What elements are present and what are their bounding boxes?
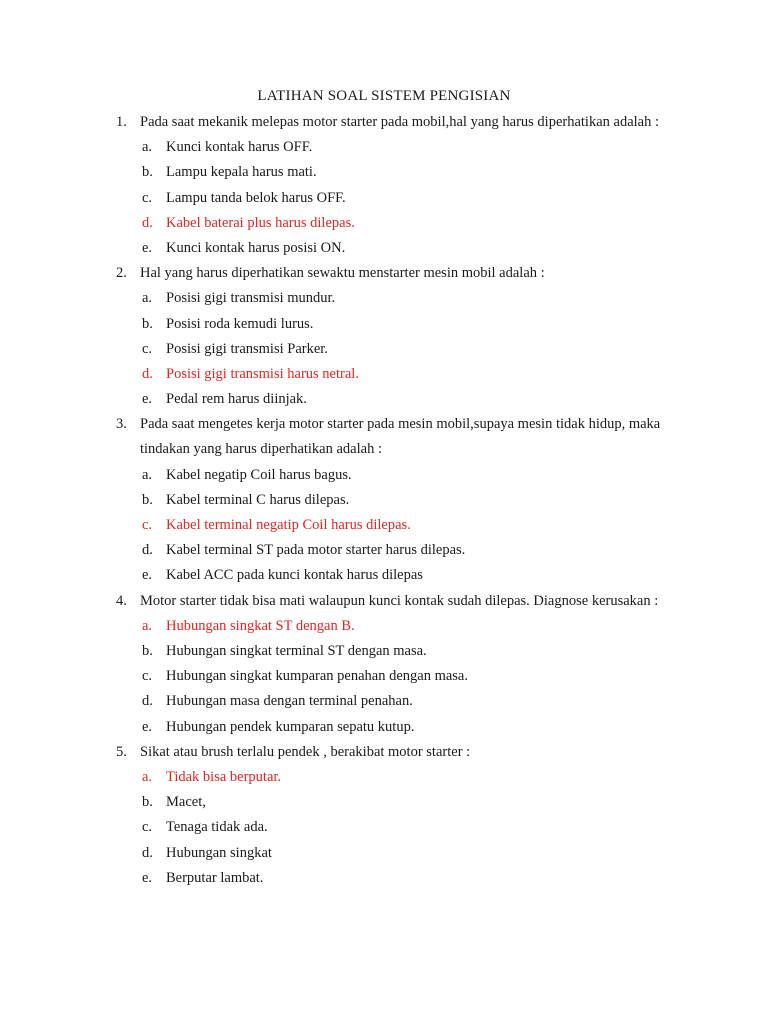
option-text: Hubungan pendek kumparan sepatu kutup. <box>166 718 415 735</box>
option-letter: e. <box>142 567 153 584</box>
question-number: 2. <box>116 265 127 282</box>
question-4 <box>0 589 768 740</box>
option-letter: b. <box>142 315 153 332</box>
option-letter: e. <box>142 869 153 886</box>
question-5-option-d <box>0 841 768 866</box>
question-3 <box>0 412 768 588</box>
question-2-option-d <box>0 362 768 387</box>
option-text: Macet, <box>166 794 206 811</box>
option-text: Kunci kontak harus posisi ON. <box>166 239 346 256</box>
option-letter: e. <box>142 718 153 735</box>
question-1-option-b <box>0 160 768 185</box>
question-3-option-d <box>0 538 768 563</box>
question-text: Motor starter tidak bisa mati walaupun kunci kontak sudah dilepas. Diagnose kerusakan : <box>140 592 659 609</box>
question-5-option-a <box>0 765 768 790</box>
option-text: Kabel terminal C harus dilepas. <box>166 491 350 508</box>
question-1-option-a <box>0 135 768 160</box>
question-1-option-d <box>0 211 768 236</box>
option-text: Kunci kontak harus OFF. <box>166 139 313 156</box>
question-number: 4. <box>116 592 127 609</box>
page-title: LATIHAN SOAL SISTEM PENGISIAN <box>257 88 511 104</box>
option-text: Hubungan masa dengan terminal penahan. <box>166 693 413 710</box>
question-text: Hal yang harus diperhatikan sewaktu menstarter mesin mobil adalah : <box>140 265 545 282</box>
option-text: Hubungan singkat terminal ST dengan masa. <box>166 643 427 660</box>
option-letter: a. <box>142 290 153 307</box>
option-text: Berputar lambat. <box>166 869 264 886</box>
option-letter: e. <box>142 239 153 256</box>
option-letter: a. <box>142 139 153 156</box>
option-letter: b. <box>142 643 153 660</box>
option-text: Posisi roda kemudi lurus. <box>166 315 314 332</box>
question-number: 1. <box>116 114 127 130</box>
option-letter: d. <box>142 365 153 382</box>
option-letter: b. <box>142 164 153 181</box>
question-1-option-c <box>0 186 768 211</box>
option-letter: c. <box>142 668 153 685</box>
option-letter: d. <box>142 844 153 861</box>
question-2-option-c <box>0 337 768 362</box>
option-letter: a. <box>142 768 153 785</box>
option-letter: d. <box>142 542 153 559</box>
question-1 <box>0 110 768 261</box>
question-4-option-b <box>0 639 768 664</box>
question-5-option-b <box>0 790 768 815</box>
question-4-option-d <box>0 689 768 714</box>
question-3-option-c <box>0 513 768 538</box>
option-text: Kabel ACC pada kunci kontak harus dilepas <box>166 567 423 584</box>
option-text: Kabel terminal negatip Coil harus dilepas. <box>166 517 411 534</box>
question-list <box>0 110 768 891</box>
option-text: Kabel negatip Coil harus bagus. <box>166 466 352 483</box>
option-text: Posisi gigi transmisi Parker. <box>166 340 328 357</box>
option-letter: c. <box>142 340 153 357</box>
option-text: Hubungan singkat kumparan penahan dengan masa. <box>166 668 468 685</box>
question-2-option-b <box>0 312 768 337</box>
question-number: 5. <box>116 743 127 760</box>
question-number: 3. <box>116 416 127 433</box>
option-letter: c. <box>142 819 153 836</box>
option-letter: c. <box>142 517 153 534</box>
question-5 <box>0 740 768 891</box>
option-letter: d. <box>142 214 153 231</box>
option-list <box>0 765 768 891</box>
option-text: Posisi gigi transmisi harus netral. <box>166 365 359 382</box>
question-5-option-e <box>0 866 768 891</box>
option-list <box>0 614 768 740</box>
option-text: Hubungan singkat <box>166 844 272 861</box>
question-5-option-c <box>0 815 768 840</box>
option-text: Lampu tanda belok harus OFF. <box>166 189 346 206</box>
option-letter: a. <box>142 617 153 634</box>
option-text: Tenaga tidak ada. <box>166 819 268 836</box>
question-2-option-e <box>0 387 768 412</box>
option-letter: e. <box>142 391 153 408</box>
option-text: Kabel terminal ST pada motor starter harus dilepas. <box>166 542 466 559</box>
option-text: Posisi gigi transmisi mundur. <box>166 290 336 307</box>
option-text: Hubungan singkat ST dengan B. <box>166 617 355 634</box>
option-letter: c. <box>142 189 153 206</box>
question-3-option-b <box>0 488 768 513</box>
question-4-option-a <box>0 614 768 639</box>
question-text: Pada saat mekanik melepas motor starter pada mobil,hal yang harus diperhatikan adalah : <box>140 114 660 130</box>
option-list <box>0 286 768 412</box>
question-4-option-e <box>0 715 768 740</box>
question-1-option-e <box>0 236 768 261</box>
option-letter: b. <box>142 794 153 811</box>
question-2 <box>0 261 768 412</box>
option-letter: b. <box>142 491 153 508</box>
option-list <box>0 463 768 589</box>
option-text: Lampu kepala harus mati. <box>166 164 317 181</box>
option-letter: a. <box>142 466 153 483</box>
option-text: Kabel baterai plus harus dilepas. <box>166 214 355 231</box>
option-text: Pedal rem harus diinjak. <box>166 391 307 408</box>
question-3-option-a <box>0 463 768 488</box>
question-text: Sikat atau brush terlalu pendek , berakibat motor starter : <box>140 743 471 760</box>
question-text: Pada saat mengetes kerja motor starter pada mesin mobil,supaya mesin tidak hidup, maka tindakan yang harus diperhatikan adalah : <box>140 416 661 458</box>
option-letter: d. <box>142 693 153 710</box>
option-list <box>0 135 768 261</box>
question-4-option-c <box>0 664 768 689</box>
question-2-option-a <box>0 286 768 311</box>
question-3-option-e <box>0 563 768 588</box>
option-text: Tidak bisa berputar. <box>166 768 282 785</box>
